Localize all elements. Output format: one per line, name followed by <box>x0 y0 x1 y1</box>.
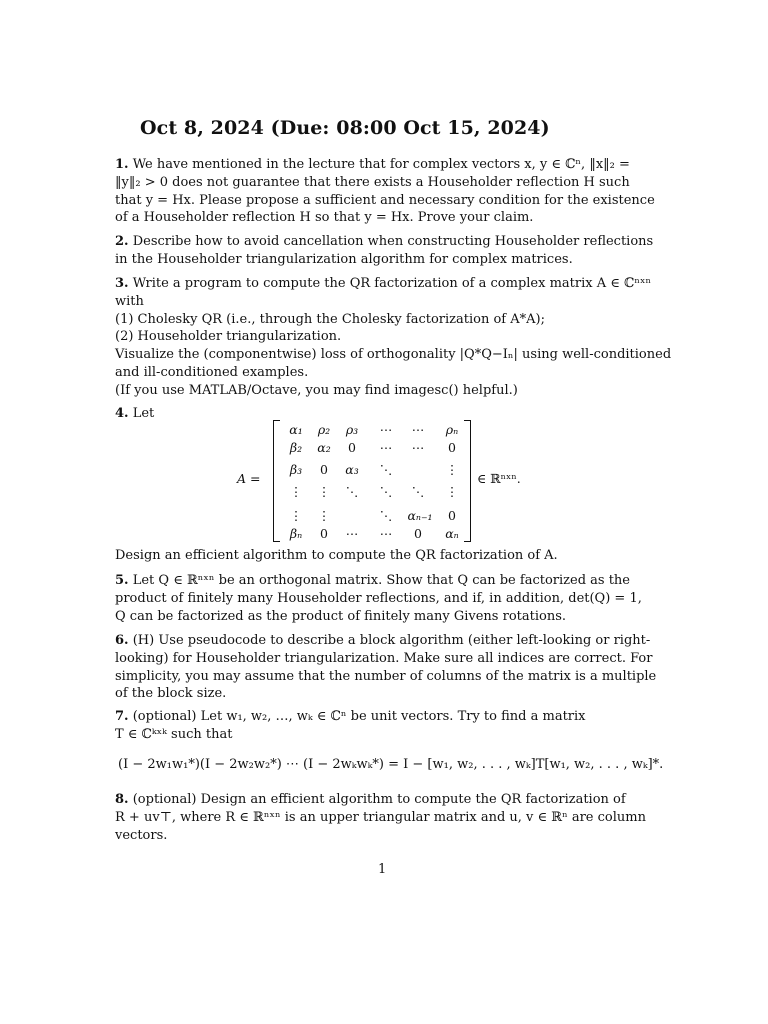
matrix-entry: 0 <box>414 526 422 541</box>
matrix-equation <box>237 418 557 542</box>
problem-6-line-1: 6. (H) Use pseudocode to describe a block algorithm (either left-looking or right- <box>115 633 651 648</box>
problem-1-line-4: of a Householder reflection H so that y = Hx. Prove your claim. <box>115 210 534 226</box>
matrix-entry: 0 <box>348 440 356 455</box>
problem-4-line-2: Design an efficient algorithm to compute the QR factorization of A. <box>115 548 558 563</box>
matrix-entry: ⋯ <box>379 440 393 455</box>
matrix-rhs: ∈ ℝⁿˣⁿ. <box>477 471 521 486</box>
matrix-entry: β₂ <box>289 440 303 455</box>
problem-2-line-2: in the Householder triangularization algorithm for complex matrices. <box>115 251 573 267</box>
problem-5-line-2: product of finitely many Householder reflections, and if, in addition, det(Q) = 1, <box>115 590 642 606</box>
problem-3-line-1: 3. Write a program to compute the QR factorization of a complex matrix A ∈ ℂⁿˣⁿ <box>115 276 652 291</box>
problem-number: 2. <box>115 234 129 249</box>
matrix-entry: αₙ <box>445 526 459 541</box>
matrix-entry: ⋮ <box>317 484 331 499</box>
matrix-entry: α₂ <box>317 440 331 455</box>
matrix-entry: ⋯ <box>345 526 359 541</box>
matrix-entry: ⋱ <box>379 462 393 477</box>
problem-2-line-1: 2. Describe how to avoid cancellation when constructing Householder reflections <box>115 234 654 249</box>
problem-8-line-2: R + uv⊤, where R ∈ ℝⁿˣⁿ is an upper triangular matrix and u, v ∈ ℝⁿ are column <box>115 809 646 825</box>
problem-number: 7. <box>115 709 129 724</box>
matrix-entry: ⋱ <box>411 484 425 499</box>
matrix-entry: ⋯ <box>379 422 393 437</box>
matrix-entry: ρₙ <box>445 422 459 437</box>
problem-number: 5. <box>115 573 129 588</box>
matrix-entry: 0 <box>320 462 328 477</box>
problem-3-line-3: (1) Cholesky QR (i.e., through the Cholesky factorization of A*A); <box>115 311 545 327</box>
matrix-lhs: A = <box>237 471 261 486</box>
problem-1-line-2: ‖y‖₂ > 0 does not guarantee that there exists a Householder reflection H such <box>115 174 630 190</box>
problem-3-line-4: (2) Householder triangularization. <box>115 329 342 345</box>
matrix-entry: β₃ <box>289 462 303 477</box>
matrix-left-bracket <box>273 420 280 542</box>
matrix-entry: α₃ <box>345 462 359 477</box>
matrix-entry: ⋯ <box>411 440 425 455</box>
problem-3-line-6: and ill-conditioned examples. <box>115 364 309 380</box>
problem-1 <box>115 156 655 227</box>
matrix-right-bracket <box>464 420 471 542</box>
problem-number: 1. <box>115 157 129 172</box>
problem-5-line-1: 5. Let Q ∈ ℝⁿˣⁿ be an orthogonal matrix. Show that Q can be factorized as the <box>115 573 630 588</box>
page-title: Oct 8, 2024 (Due: 08:00 Oct 15, 2024) <box>140 117 550 139</box>
problem-1-line-1: 1. We have mentioned in the lecture that for complex vectors x, y ∈ ℂⁿ, ‖x‖₂ = <box>115 157 630 172</box>
page-number: 1 <box>378 862 387 877</box>
matrix-entry: 0 <box>448 440 456 455</box>
problem-number: 4. <box>115 406 129 421</box>
problem-6 <box>115 632 655 703</box>
matrix-entry: ⋮ <box>289 484 303 499</box>
problem-5-line-3: Q can be factorized as the product of finitely many Givens rotations. <box>115 608 567 624</box>
problem-7 <box>115 708 655 744</box>
problem-number: 8. <box>115 792 129 807</box>
problem-4-line-1: 4. Let <box>115 406 155 421</box>
problem-1-line-3: that y = Hx. Please propose a sufficient and necessary condition for the existence <box>115 192 655 208</box>
matrix-entry: 0 <box>320 526 328 541</box>
problem-7-line-1: 7. (optional) Let w₁, w₂, …, wₖ ∈ ℂⁿ be unit vectors. Try to find a matrix <box>115 709 586 724</box>
problem-6-line-4: of the block size. <box>115 686 227 702</box>
matrix-entry: ⋮ <box>445 462 459 477</box>
matrix-entry: βₙ <box>289 526 303 541</box>
matrix-entry: ρ₃ <box>345 422 359 437</box>
problem-7-equation: (I − 2w₁w₁*)(I − 2w₂w₂*) ⋯ (I − 2wₖwₖ*) = I − [w₁, w₂, . . . , wₖ]T[w₁, w₂, . . . , wₖ]*. <box>118 757 664 772</box>
matrix-entry: ⋮ <box>445 484 459 499</box>
problem-8-line-1: 8. (optional) Design an efficient algorithm to compute the QR factorization of <box>115 792 626 807</box>
problem-6-line-3: simplicity, you may assume that the number of columns of the matrix is a multiple <box>115 668 657 684</box>
matrix-entry: ρ₂ <box>317 422 331 437</box>
matrix-entry: α₁ <box>289 422 303 437</box>
problem-3-line-5: Visualize the (componentwise) loss of orthogonality |Q*Q−Iₙ| using well-conditioned <box>115 347 672 363</box>
problem-number: 6. <box>115 633 129 648</box>
problem-3 <box>115 275 672 400</box>
matrix-entry: ⋯ <box>379 526 393 541</box>
matrix-entry: ⋱ <box>345 484 359 499</box>
matrix-entry: αₙ₋₁ <box>407 508 433 523</box>
matrix-entry: 0 <box>448 508 456 523</box>
matrix-entry: ⋱ <box>379 508 393 523</box>
matrix-entry: ⋯ <box>411 422 425 437</box>
problem-5 <box>115 572 655 625</box>
matrix-entry: ⋮ <box>289 508 303 523</box>
problem-7-line-2: T ∈ ℂᵏˣᵏ such that <box>115 726 233 742</box>
problem-8 <box>115 791 655 844</box>
matrix-entry: ⋮ <box>317 508 331 523</box>
problem-number: 3. <box>115 276 129 291</box>
problem-3-line-7: (If you use MATLAB/Octave, you may find imagesc() helpful.) <box>115 382 518 398</box>
problem-3-line-2: with <box>115 293 144 309</box>
problem-4-followup <box>115 547 655 565</box>
problem-8-line-3: vectors. <box>115 827 168 843</box>
problem-6-line-2: looking) for Householder triangularization. Make sure all indices are correct. For <box>115 650 653 666</box>
matrix-entry: ⋱ <box>379 484 393 499</box>
problem-2 <box>115 233 655 269</box>
